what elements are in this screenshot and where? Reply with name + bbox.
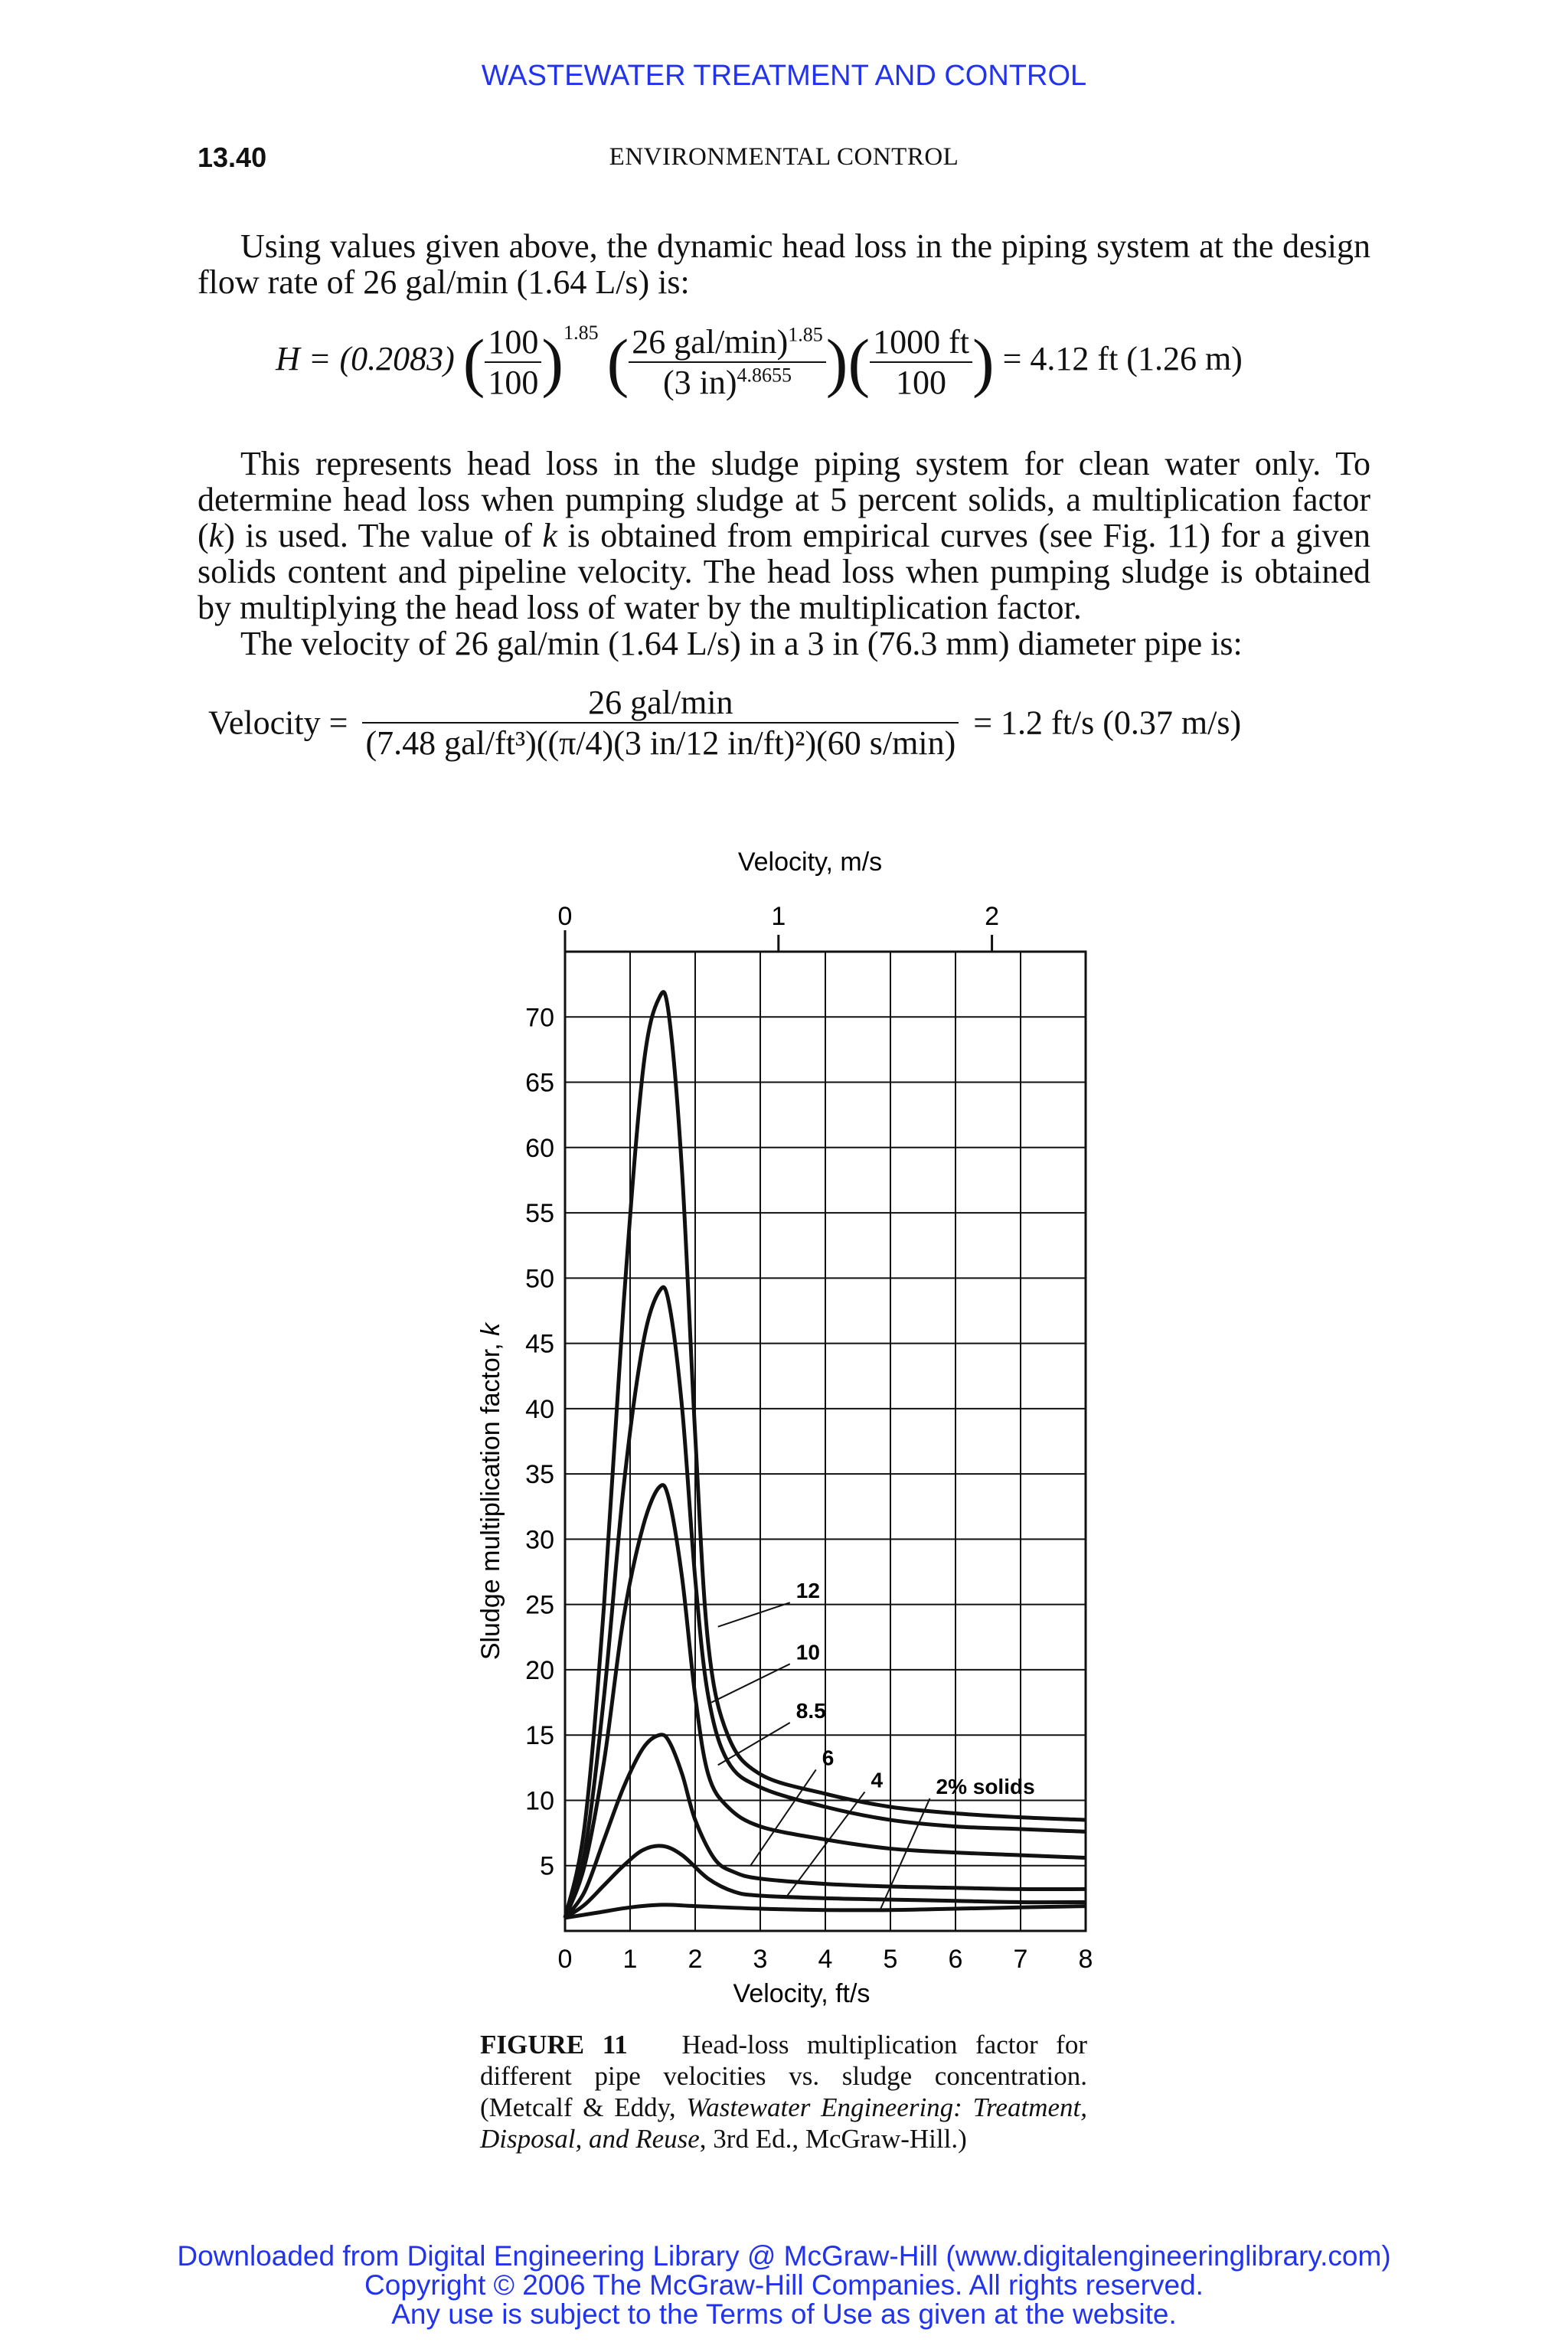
x-tick-label: 4 bbox=[818, 1945, 833, 1974]
paren-close-3: ) bbox=[972, 325, 995, 399]
intro-text: Using values given above, the dynamic head loss in the piping system at the design flow rate of 26 gal/min (1.64 L/s) is: bbox=[198, 227, 1370, 301]
paren-open-3: ( bbox=[848, 325, 871, 399]
paren-close-2: ) bbox=[825, 325, 848, 399]
x2-tick-label: 1 bbox=[771, 902, 786, 931]
chart-ticks bbox=[525, 902, 1093, 1974]
x2-axis-label: Velocity, m/s bbox=[737, 848, 883, 877]
head-loss-chart bbox=[459, 835, 1118, 2029]
frac-2-den-exp: 4.8655 bbox=[737, 364, 792, 387]
frac-1 bbox=[485, 322, 541, 402]
page-number: 13.40 bbox=[198, 142, 267, 173]
paren-close-1: ) bbox=[541, 325, 564, 399]
head-eq-result: = 4.12 ft (1.26 m) bbox=[1002, 340, 1243, 377]
frac-2-den bbox=[629, 363, 826, 402]
body-paragraphs bbox=[198, 446, 1370, 662]
y-tick-label: 35 bbox=[525, 1460, 554, 1490]
frac-2-num-text: 26 gal/min) bbox=[632, 322, 789, 361]
intro-paragraph bbox=[198, 228, 1370, 300]
curve-label: 12 bbox=[795, 1579, 820, 1603]
site-banner[interactable]: WASTEWATER TREATMENT AND CONTROL bbox=[481, 60, 1087, 92]
velocity-eq-result: = 1.2 ft/s (0.37 m/s) bbox=[973, 704, 1242, 742]
y-tick-label: 65 bbox=[525, 1068, 554, 1098]
x2-tick-label: 2 bbox=[985, 902, 1000, 931]
curve-label-leader bbox=[718, 1602, 790, 1627]
frac-3-num: 1000 ft bbox=[870, 322, 972, 363]
y-tick-label: 50 bbox=[525, 1264, 554, 1294]
paren-open-2: ( bbox=[606, 325, 629, 399]
frac-3 bbox=[870, 322, 972, 402]
y-tick-label: 30 bbox=[525, 1525, 554, 1555]
y-tick-label: 40 bbox=[525, 1394, 554, 1424]
curve-label: 6 bbox=[822, 1746, 835, 1770]
y-axis-label-text: Sludge multiplication factor, bbox=[476, 1335, 505, 1661]
curve-label-leader bbox=[718, 1723, 790, 1765]
frac-1-num: 100 bbox=[485, 322, 541, 363]
body-p1-part-b: ) is used. The value of bbox=[224, 517, 543, 554]
head-loss-equation bbox=[276, 322, 1243, 402]
caption-text-a: Head-loss multiplication factor for different pipe velocities vs. sludge concentration. (Metcalf & Eddy, bbox=[480, 2030, 1087, 2122]
caption-text-b: , 3rd Ed., McGraw-Hill.) bbox=[699, 2124, 967, 2154]
y-tick-label: 5 bbox=[540, 1851, 554, 1881]
y-tick-label: 20 bbox=[525, 1655, 554, 1685]
x-axis-label: Velocity, ft/s bbox=[733, 1979, 871, 2008]
body-p1-k-symbol: k bbox=[208, 517, 224, 554]
y-axis-label-k: k bbox=[476, 1322, 505, 1336]
footer-copyright: Copyright © 2006 The McGraw-Hill Companies. All rights reserved. bbox=[364, 2269, 1204, 2301]
x-tick-label: 6 bbox=[948, 1945, 963, 1974]
footer-terms[interactable]: Any use is subject to the Terms of Use as given at the website. bbox=[391, 2298, 1177, 2330]
y-tick-label: 10 bbox=[525, 1786, 554, 1816]
curve-label: 2% solids bbox=[936, 1774, 1035, 1798]
curve-label-leader bbox=[880, 1798, 929, 1909]
velocity-fraction bbox=[362, 683, 959, 763]
chapter-title: ENVIRONMENTAL CONTROL bbox=[609, 143, 959, 171]
y-tick-label: 60 bbox=[525, 1133, 554, 1163]
velocity-eq-lhs: Velocity = bbox=[208, 704, 348, 742]
figure-label: FIGURE 11 bbox=[480, 2030, 628, 2060]
x2-tick-label: 0 bbox=[557, 902, 573, 931]
velocity-denominator: (7.48 gal/ft³)((π/4)(3 in/12 in/ft)²)(60 s/min) bbox=[365, 724, 956, 762]
body-p1-part-c: is obtained from empirical curves (see Fig. 11) for a given solids content and pipeline velocity. The head loss when pumping sludge is obtained by multiplying the head loss of water by the multiplication factor. bbox=[198, 517, 1370, 626]
caption-book-title: Wastewater Engineering: Treatment, Disposal, and Reuse bbox=[480, 2092, 1087, 2154]
body-paragraph-1 bbox=[198, 446, 1370, 626]
velocity-equation bbox=[208, 683, 1372, 763]
head-eq-lhs: H = (0.2083) bbox=[276, 340, 455, 377]
frac-2 bbox=[629, 322, 826, 402]
footer-download-link[interactable]: Downloaded from Digital Engineering Library @ McGraw-Hill (www.digitalengineeringlibrary.com) bbox=[177, 2240, 1391, 2272]
frac-3-den: 100 bbox=[896, 363, 947, 401]
x-tick-label: 2 bbox=[688, 1945, 703, 1974]
x-tick-label: 5 bbox=[883, 1945, 898, 1974]
x-tick-label: 8 bbox=[1078, 1945, 1093, 1974]
frac-2-num bbox=[629, 322, 826, 363]
figure-caption bbox=[480, 2029, 1087, 2154]
frac-1-den: 100 bbox=[488, 363, 539, 401]
body-p1-part-a: This represents head loss in the sludge piping system for clean water only. To determine head loss when pumping sludge at 5 percent solids, a multiplication factor ( bbox=[198, 445, 1370, 554]
paren-open-1: ( bbox=[462, 325, 485, 399]
y-tick-label: 15 bbox=[525, 1721, 554, 1751]
frac-2-den-text: (3 in) bbox=[662, 363, 737, 401]
y-tick-label: 45 bbox=[525, 1329, 554, 1359]
y-tick-label: 25 bbox=[525, 1590, 554, 1620]
y-tick-label: 70 bbox=[525, 1003, 554, 1033]
curve-label: 4 bbox=[871, 1768, 884, 1792]
x-tick-label: 0 bbox=[557, 1945, 573, 1974]
x-tick-label: 3 bbox=[753, 1945, 768, 1974]
y-axis-label bbox=[476, 1321, 505, 1660]
exp-1: 1.85 bbox=[564, 322, 599, 344]
body-paragraph-2: The velocity of 26 gal/min (1.64 L/s) in a 3 in (76.3 mm) diameter pipe is: bbox=[240, 625, 1243, 662]
curve-label: 10 bbox=[795, 1640, 820, 1664]
body-p1-k-symbol-2: k bbox=[542, 517, 557, 554]
x-tick-label: 7 bbox=[1013, 1945, 1028, 1974]
frac-2-num-exp: 1.85 bbox=[788, 323, 823, 346]
curve-label: 8.5 bbox=[795, 1699, 826, 1723]
y-tick-label: 55 bbox=[525, 1199, 554, 1229]
x-tick-label: 1 bbox=[622, 1945, 638, 1974]
velocity-numerator: 26 gal/min bbox=[362, 683, 959, 724]
